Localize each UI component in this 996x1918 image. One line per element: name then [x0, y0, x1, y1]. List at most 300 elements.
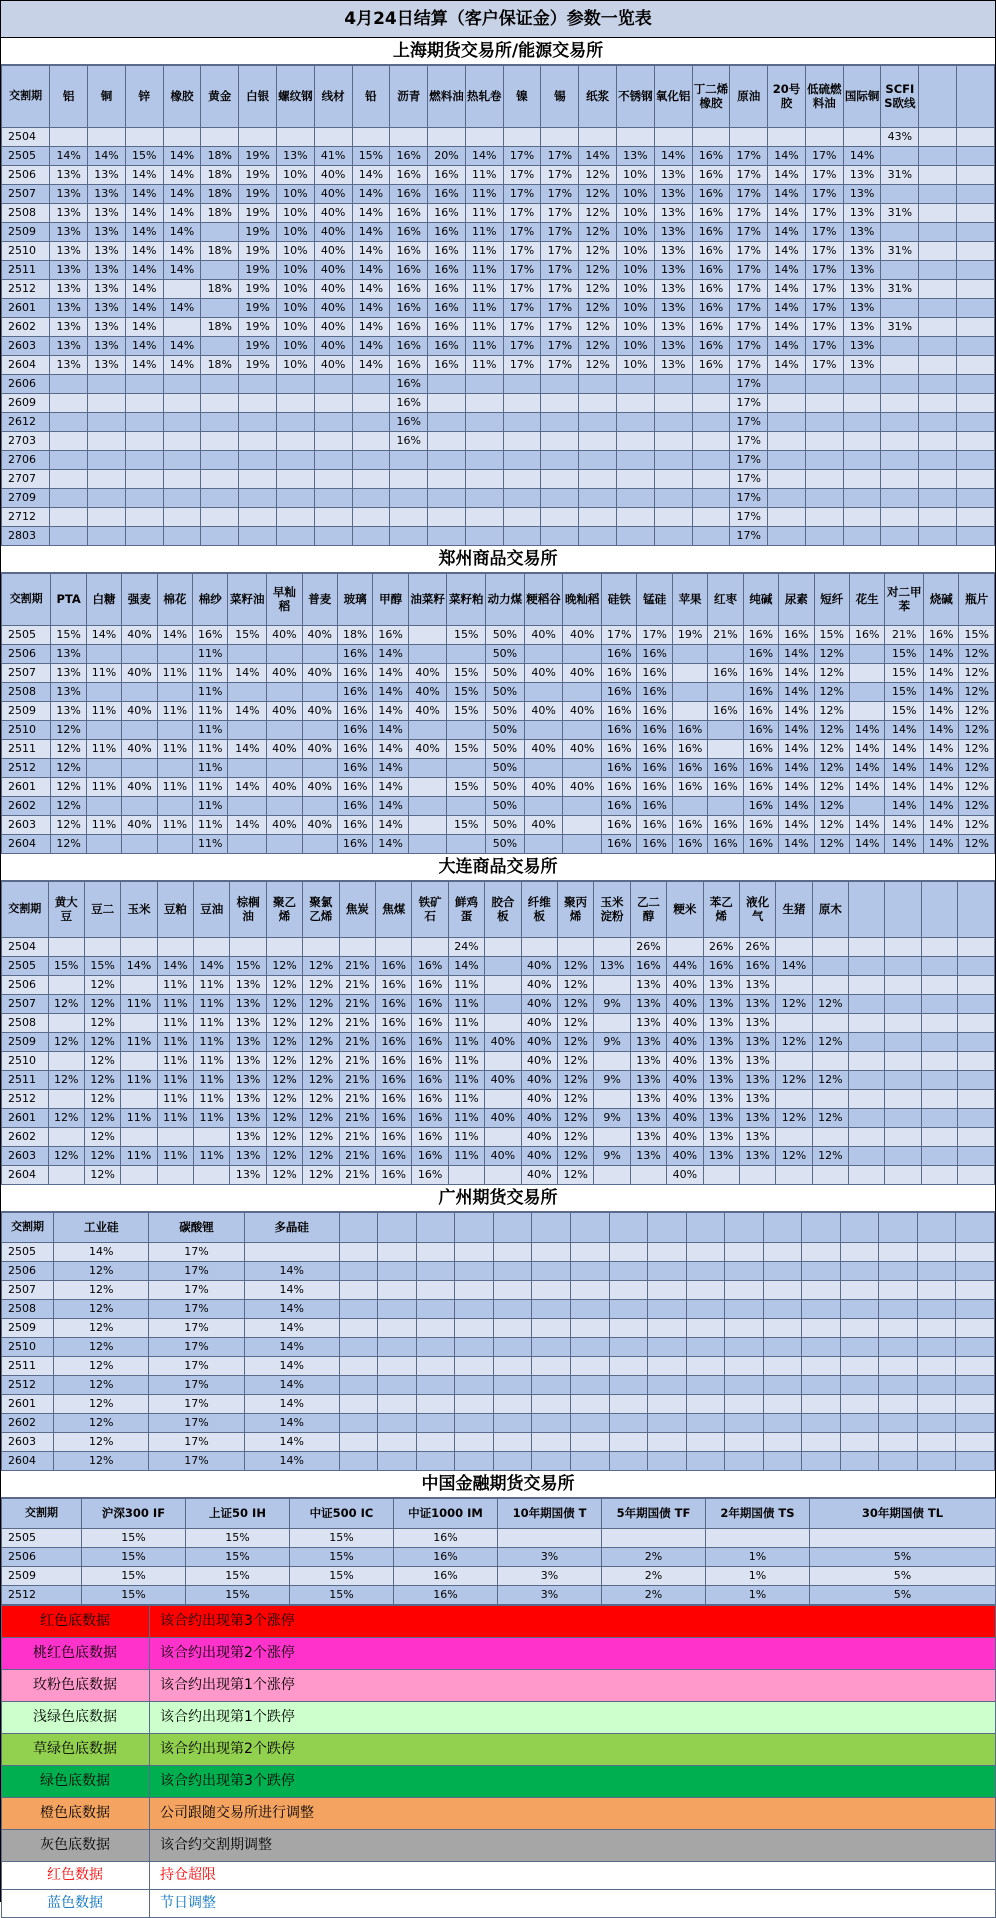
margin-rate-cell: 14%: [448, 957, 484, 976]
margin-rate-cell: [849, 645, 884, 664]
margin-rate-cell: [455, 1452, 494, 1471]
margin-rate-cell: 21%: [339, 1109, 375, 1128]
column-header: [849, 882, 885, 938]
margin-rate-cell: [163, 394, 201, 413]
margin-rate-cell: [957, 185, 995, 204]
margin-rate-cell: 19%: [239, 147, 277, 166]
table-row: [2, 128, 995, 147]
margin-rate-cell: [919, 527, 957, 546]
margin-rate-cell: [725, 1357, 764, 1376]
margin-rate-cell: 14%: [352, 261, 390, 280]
margin-rate-cell: [408, 645, 447, 664]
margin-rate-cell: 21%: [339, 1147, 375, 1166]
margin-rate-cell: [725, 1338, 764, 1357]
margin-rate-cell: 5%: [810, 1586, 996, 1605]
margin-rate-cell: [532, 1376, 571, 1395]
margin-rate-cell: [686, 1300, 725, 1319]
column-header: 动力煤: [486, 574, 525, 626]
margin-rate-cell: 11%: [157, 1109, 193, 1128]
table-row: [2, 1548, 996, 1567]
margin-rate-cell: 14%: [163, 299, 201, 318]
margin-rate-cell: [703, 1166, 739, 1185]
margin-rate-cell: 16%: [692, 261, 730, 280]
margin-rate-cell: 12%: [959, 759, 995, 778]
margin-rate-cell: 12%: [959, 778, 995, 797]
margin-rate-cell: 13%: [654, 261, 692, 280]
margin-rate-cell: 14%: [885, 797, 924, 816]
margin-rate-cell: [648, 1414, 687, 1433]
margin-rate-cell: 18%: [201, 185, 239, 204]
margin-rate-cell: [843, 470, 881, 489]
margin-rate-cell: 11%: [194, 1052, 230, 1071]
margin-rate-cell: [412, 938, 448, 957]
margin-rate-cell: 15%: [82, 1529, 186, 1548]
margin-rate-cell: 19%: [239, 166, 277, 185]
margin-rate-cell: [378, 1357, 417, 1376]
margin-rate-cell: 16%: [412, 1052, 448, 1071]
margin-rate-cell: 10%: [617, 337, 655, 356]
margin-rate-cell: 12%: [51, 759, 86, 778]
margin-rate-cell: [532, 1338, 571, 1357]
margin-rate-cell: 16%: [412, 1014, 448, 1033]
margin-rate-cell: 5%: [810, 1567, 996, 1586]
margin-rate-cell: 14%: [244, 1300, 339, 1319]
margin-rate-cell: 40%: [314, 261, 352, 280]
margin-rate-cell: [617, 432, 655, 451]
column-header: 对二甲苯: [885, 574, 924, 626]
margin-rate-cell: 12%: [54, 1319, 149, 1338]
section-title-dce: 大连商品交易所: [1, 854, 995, 881]
margin-rate-cell: 18%: [201, 147, 239, 166]
margin-rate-cell: 16%: [602, 702, 637, 721]
margin-rate-cell: 14%: [244, 1395, 339, 1414]
margin-rate-cell: [921, 1128, 957, 1147]
margin-rate-cell: [958, 1166, 995, 1185]
margin-rate-cell: 17%: [805, 337, 843, 356]
margin-rate-cell: 16%: [743, 759, 778, 778]
margin-rate-cell: [50, 451, 88, 470]
margin-rate-cell: 14%: [373, 664, 408, 683]
margin-rate-cell: 11%: [194, 995, 230, 1014]
margin-rate-cell: 11%: [465, 223, 503, 242]
margin-rate-cell: [802, 1357, 841, 1376]
margin-rate-cell: 13%: [630, 976, 666, 995]
margin-rate-cell: 17%: [149, 1357, 244, 1376]
margin-rate-cell: 12%: [51, 740, 86, 759]
margin-rate-cell: 17%: [541, 204, 579, 223]
margin-rate-cell: 14%: [885, 740, 924, 759]
column-header: [921, 882, 957, 938]
margin-rate-cell: 12%: [54, 1433, 149, 1452]
margin-rate-cell: 14%: [50, 147, 88, 166]
margin-rate-cell: [503, 451, 541, 470]
margin-rate-cell: [692, 128, 730, 147]
margin-rate-cell: 12%: [814, 835, 849, 854]
margin-rate-cell: 17%: [730, 261, 768, 280]
margin-rate-cell: [849, 938, 885, 957]
margin-rate-cell: 13%: [630, 1071, 666, 1090]
margin-rate-cell: [957, 147, 995, 166]
margin-rate-cell: 16%: [390, 185, 428, 204]
margin-rate-cell: 13%: [739, 1147, 775, 1166]
margin-rate-cell: 17%: [503, 204, 541, 223]
margin-rate-cell: [648, 1243, 687, 1262]
margin-rate-cell: 17%: [805, 166, 843, 185]
margin-rate-cell: 14%: [924, 721, 959, 740]
column-header: 粳稻谷: [524, 574, 563, 626]
margin-rate-cell: 2%: [602, 1586, 706, 1605]
margin-rate-cell: [408, 778, 447, 797]
column-header: 2年期国债 TS: [706, 1499, 810, 1529]
margin-rate-cell: [276, 413, 314, 432]
column-header: 豆油: [194, 882, 230, 938]
margin-rate-cell: [763, 1433, 802, 1452]
margin-rate-cell: 11%: [193, 835, 228, 854]
margin-rate-cell: 13%: [230, 995, 266, 1014]
margin-rate-cell: [465, 489, 503, 508]
margin-rate-cell: [763, 1319, 802, 1338]
margin-rate-cell: 12%: [557, 1147, 593, 1166]
margin-rate-cell: [957, 128, 995, 147]
margin-rate-cell: 43%: [881, 128, 919, 147]
margin-rate-cell: 40%: [267, 702, 302, 721]
margin-rate-cell: [849, 957, 885, 976]
margin-rate-cell: 40%: [408, 683, 447, 702]
margin-rate-cell: 16%: [672, 740, 707, 759]
margin-rate-cell: [532, 1243, 571, 1262]
margin-rate-cell: 17%: [805, 223, 843, 242]
margin-rate-cell: 13%: [739, 1052, 775, 1071]
margin-rate-cell: [840, 1338, 879, 1357]
margin-rate-cell: 17%: [602, 626, 637, 645]
margin-rate-cell: [805, 413, 843, 432]
column-header: 锌: [125, 66, 163, 128]
margin-rate-cell: [239, 432, 277, 451]
margin-rate-cell: [303, 938, 339, 957]
margin-rate-cell: 14%: [86, 626, 121, 645]
margin-rate-cell: [339, 1300, 378, 1319]
margin-rate-cell: 16%: [337, 759, 372, 778]
margin-rate-cell: 11%: [86, 816, 121, 835]
margin-rate-cell: [503, 394, 541, 413]
margin-rate-cell: 14%: [768, 299, 806, 318]
margin-rate-cell: 18%: [337, 626, 372, 645]
table-row: [2, 740, 995, 759]
margin-rate-cell: 16%: [637, 778, 672, 797]
column-header: 低硫燃料油: [805, 66, 843, 128]
margin-rate-cell: 13%: [703, 1147, 739, 1166]
margin-rate-cell: 12%: [557, 1033, 593, 1052]
margin-rate-cell: [314, 413, 352, 432]
delivery-period-cell: 2508: [2, 683, 51, 702]
margin-rate-cell: 12%: [557, 1052, 593, 1071]
column-header: 油菜籽: [408, 574, 447, 626]
margin-rate-cell: 11%: [121, 995, 157, 1014]
margin-rate-cell: 31%: [881, 166, 919, 185]
margin-rate-cell: [725, 1300, 764, 1319]
margin-rate-cell: [921, 957, 957, 976]
margin-rate-cell: [958, 1147, 995, 1166]
margin-rate-cell: 11%: [465, 204, 503, 223]
margin-rate-cell: 16%: [849, 626, 884, 645]
margin-rate-cell: [465, 413, 503, 432]
margin-rate-cell: [881, 432, 919, 451]
margin-rate-cell: 13%: [88, 318, 126, 337]
margin-rate-cell: [805, 432, 843, 451]
margin-rate-cell: [503, 128, 541, 147]
margin-rate-cell: 14%: [125, 299, 163, 318]
margin-rate-cell: 40%: [521, 1147, 557, 1166]
margin-rate-cell: [921, 1014, 957, 1033]
margin-rate-cell: 11%: [121, 1033, 157, 1052]
margin-rate-cell: [594, 1014, 630, 1033]
margin-rate-cell: [957, 451, 995, 470]
table-row: [2, 1014, 995, 1033]
margin-rate-cell: 19%: [672, 626, 707, 645]
margin-rate-cell: [339, 1414, 378, 1433]
margin-rate-cell: 17%: [503, 261, 541, 280]
margin-rate-cell: 10%: [276, 261, 314, 280]
margin-rate-cell: [570, 1433, 609, 1452]
margin-rate-cell: [654, 470, 692, 489]
margin-rate-cell: [805, 527, 843, 546]
margin-rate-cell: 16%: [376, 1090, 412, 1109]
column-header: 线材: [314, 66, 352, 128]
margin-rate-cell: [125, 394, 163, 413]
margin-rate-cell: 15%: [290, 1567, 394, 1586]
margin-rate-cell: [763, 1357, 802, 1376]
margin-rate-cell: 16%: [390, 242, 428, 261]
margin-rate-cell: 50%: [486, 664, 525, 683]
margin-rate-cell: [485, 1052, 521, 1071]
margin-rate-cell: [125, 432, 163, 451]
table-row: [2, 1567, 996, 1586]
margin-rate-cell: 12%: [814, 740, 849, 759]
margin-rate-cell: [314, 432, 352, 451]
margin-rate-cell: [879, 1262, 918, 1281]
margin-rate-cell: [730, 128, 768, 147]
table-row: [2, 721, 995, 740]
legend-description: 节日调整: [150, 1890, 996, 1918]
margin-rate-cell: [885, 1109, 921, 1128]
margin-rate-cell: [768, 394, 806, 413]
margin-rate-cell: 13%: [843, 185, 881, 204]
margin-rate-cell: 21%: [339, 995, 375, 1014]
margin-rate-cell: 10%: [617, 166, 655, 185]
column-header: 玉米淀粉: [594, 882, 630, 938]
margin-rate-cell: [267, 759, 302, 778]
margin-rate-cell: 16%: [672, 721, 707, 740]
table-row: [2, 645, 995, 664]
margin-rate-cell: [917, 1376, 956, 1395]
margin-rate-cell: 12%: [557, 976, 593, 995]
margin-rate-cell: [378, 1376, 417, 1395]
margin-rate-cell: [881, 337, 919, 356]
margin-rate-cell: [958, 976, 995, 995]
legend-description: 持仓超限: [150, 1862, 996, 1890]
margin-rate-cell: [654, 527, 692, 546]
margin-rate-cell: [692, 375, 730, 394]
margin-rate-cell: [125, 508, 163, 527]
margin-rate-cell: [686, 1338, 725, 1357]
margin-rate-cell: 40%: [485, 1109, 521, 1128]
margin-rate-cell: 24%: [448, 938, 484, 957]
margin-rate-cell: [503, 470, 541, 489]
margin-rate-cell: 11%: [157, 976, 193, 995]
margin-rate-cell: 16%: [692, 204, 730, 223]
margin-rate-cell: [579, 489, 617, 508]
margin-rate-cell: [239, 489, 277, 508]
margin-rate-cell: 14%: [768, 280, 806, 299]
margin-rate-cell: [465, 470, 503, 489]
column-header: [570, 1213, 609, 1243]
margin-rate-cell: 12%: [48, 1071, 84, 1090]
margin-rate-cell: [465, 128, 503, 147]
margin-rate-cell: [594, 938, 630, 957]
margin-rate-cell: [958, 1033, 995, 1052]
margin-rate-cell: [686, 1395, 725, 1414]
margin-rate-cell: 11%: [157, 816, 192, 835]
margin-rate-cell: [163, 375, 201, 394]
margin-rate-cell: 11%: [193, 816, 228, 835]
margin-table-gfex: [1, 1212, 995, 1471]
column-header: 燃料油: [428, 66, 466, 128]
column-header: 豆粕: [157, 882, 193, 938]
margin-rate-cell: 16%: [637, 835, 672, 854]
margin-rate-cell: 40%: [302, 778, 337, 797]
margin-rate-cell: [493, 1452, 532, 1471]
margin-rate-cell: 14%: [373, 740, 408, 759]
margin-rate-cell: [408, 759, 447, 778]
margin-rate-cell: 17%: [149, 1376, 244, 1395]
margin-rate-cell: [776, 1128, 812, 1147]
margin-rate-cell: 13%: [50, 223, 88, 242]
margin-rate-cell: [921, 1109, 957, 1128]
margin-rate-cell: [917, 1395, 956, 1414]
margin-rate-cell: [768, 451, 806, 470]
margin-rate-cell: 12%: [959, 664, 995, 683]
margin-rate-cell: 17%: [805, 261, 843, 280]
margin-rate-cell: 11%: [121, 1071, 157, 1090]
delivery-period-cell: 2508: [2, 1014, 49, 1033]
margin-rate-cell: 12%: [959, 645, 995, 664]
margin-rate-cell: [648, 1319, 687, 1338]
margin-rate-cell: [810, 1529, 996, 1548]
margin-rate-cell: [455, 1357, 494, 1376]
margin-rate-cell: [352, 527, 390, 546]
column-header: 菜籽油: [228, 574, 267, 626]
table-row: [2, 816, 995, 835]
legend-row: [2, 1830, 996, 1862]
margin-rate-cell: [378, 1395, 417, 1414]
margin-rate-cell: 40%: [563, 664, 602, 683]
table-row: [2, 299, 995, 318]
margin-rate-cell: 13%: [594, 957, 630, 976]
margin-rate-cell: 15%: [885, 645, 924, 664]
column-header: 早籼稻: [267, 574, 302, 626]
delivery-period-cell: 2603: [2, 1433, 54, 1452]
margin-rate-cell: 21%: [339, 1033, 375, 1052]
column-header: 瓶片: [959, 574, 995, 626]
margin-rate-cell: [919, 318, 957, 337]
margin-rate-cell: 11%: [448, 1147, 484, 1166]
margin-rate-cell: 12%: [48, 1109, 84, 1128]
margin-rate-cell: 15%: [82, 1567, 186, 1586]
margin-rate-cell: 10%: [617, 242, 655, 261]
column-header: 胶合板: [485, 882, 521, 938]
margin-rate-cell: [812, 1166, 848, 1185]
margin-rate-cell: [921, 1033, 957, 1052]
margin-rate-cell: [563, 816, 602, 835]
margin-rate-cell: [352, 451, 390, 470]
margin-rate-cell: [648, 1281, 687, 1300]
margin-rate-cell: 13%: [739, 1071, 775, 1090]
margin-rate-cell: 15%: [51, 626, 86, 645]
column-header: 尿素: [779, 574, 814, 626]
margin-rate-cell: [812, 1014, 848, 1033]
margin-rate-cell: [48, 1014, 84, 1033]
margin-rate-cell: [302, 721, 337, 740]
delivery-period-cell: 2512: [2, 1376, 54, 1395]
legend-name: 橙色底数据: [2, 1798, 150, 1830]
margin-rate-cell: [201, 128, 239, 147]
margin-rate-cell: [802, 1395, 841, 1414]
margin-rate-cell: 13%: [230, 1090, 266, 1109]
margin-rate-cell: 11%: [193, 797, 228, 816]
margin-rate-cell: 40%: [302, 702, 337, 721]
margin-rate-cell: 40%: [485, 1033, 521, 1052]
column-header: 晚籼稻: [563, 574, 602, 626]
margin-rate-cell: [493, 1433, 532, 1452]
margin-rate-cell: 3%: [498, 1567, 602, 1586]
margin-rate-cell: [493, 1376, 532, 1395]
margin-rate-cell: 44%: [667, 957, 703, 976]
margin-rate-cell: 12%: [84, 1128, 120, 1147]
margin-rate-cell: [416, 1243, 455, 1262]
margin-rate-cell: 13%: [739, 1128, 775, 1147]
margin-rate-cell: [881, 413, 919, 432]
margin-rate-cell: 12%: [303, 1147, 339, 1166]
column-header: 橡胶: [163, 66, 201, 128]
column-header: 锡: [541, 66, 579, 128]
margin-rate-cell: 12%: [579, 204, 617, 223]
margin-rate-cell: [921, 976, 957, 995]
margin-rate-cell: [609, 1262, 648, 1281]
margin-rate-cell: [503, 489, 541, 508]
margin-rate-cell: [163, 527, 201, 546]
column-header: 碳酸锂: [149, 1213, 244, 1243]
margin-rate-cell: 12%: [303, 1071, 339, 1090]
margin-rate-cell: 14%: [768, 337, 806, 356]
margin-rate-cell: 40%: [521, 957, 557, 976]
margin-rate-cell: [812, 976, 848, 995]
margin-rate-cell: [122, 797, 157, 816]
margin-rate-cell: [768, 508, 806, 527]
margin-rate-cell: [408, 626, 447, 645]
delivery-period-cell: 2511: [2, 1357, 54, 1376]
margin-rate-cell: [532, 1281, 571, 1300]
margin-rate-cell: [919, 489, 957, 508]
margin-rate-cell: 14%: [779, 721, 814, 740]
margin-rate-cell: 16%: [743, 721, 778, 740]
margin-rate-cell: 10%: [617, 318, 655, 337]
margin-rate-cell: [648, 1376, 687, 1395]
margin-rate-cell: 12%: [84, 1052, 120, 1071]
margin-rate-cell: [125, 527, 163, 546]
margin-rate-cell: [602, 1529, 706, 1548]
margin-rate-cell: 14%: [244, 1414, 339, 1433]
table-row: [2, 938, 995, 957]
